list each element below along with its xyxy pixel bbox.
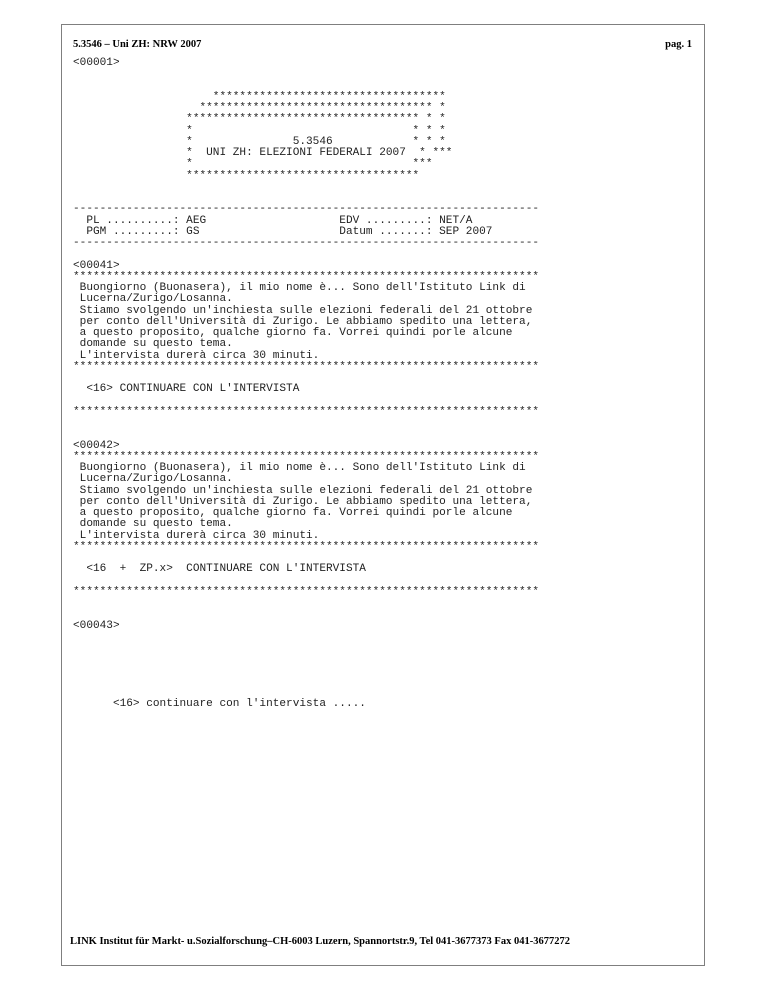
document-line — [73, 666, 539, 677]
document-line: <00043> — [73, 619, 120, 632]
document-line: * 5.3546 * * * — [73, 135, 446, 148]
document-line — [73, 598, 539, 609]
document-line: ********************************************************************** — [73, 585, 540, 598]
document-line: Stiamo svolgendo un'inchiesta sulle elezioni federali del 21 ottobre — [73, 304, 533, 317]
document-line: PGM .........: GS Datum .......: SEP 2007 — [73, 225, 493, 238]
document-line — [73, 677, 539, 688]
document-line: <00041> — [73, 259, 120, 272]
document-line: L'intervista durerà circa 30 minuti. — [73, 349, 320, 362]
document-line: ---------------------------------------------------------------------- — [73, 237, 540, 249]
document-line: domande su questo tema. — [73, 338, 233, 351]
document-line: <16> continuare con l'intervista ..... — [73, 698, 366, 711]
document-line — [73, 632, 539, 643]
document-line: Lucerna/Zurigo/Losanna. — [73, 473, 233, 486]
document-line — [73, 654, 539, 665]
document-line: <16> CONTINUARE CON L'INTERVISTA — [73, 383, 300, 396]
document-line: <00001> — [73, 57, 120, 69]
document-line: *********************************** * — [73, 102, 446, 114]
document-line: * * * * — [73, 124, 446, 137]
document-line: ********************************************************************** — [73, 270, 540, 283]
document-line — [73, 643, 539, 654]
document-body — [73, 58, 539, 711]
document-line: PL ..........: AEG EDV .........: NET/A — [73, 214, 473, 227]
document-line: ********************************************************************** — [73, 540, 540, 553]
document-line: L'intervista durerà circa 30 minuti. — [73, 529, 320, 542]
document-line — [73, 249, 539, 260]
document-line: * UNI ZH: ELEZIONI FEDERALI 2007 * *** — [73, 147, 453, 159]
document-page — [61, 24, 705, 966]
document-line: per conto dell'Università di Zurigo. Le abbiamo spedito una lettera, — [73, 315, 533, 328]
document-line — [73, 609, 539, 620]
document-line — [73, 418, 539, 429]
document-line: *********************************** — [73, 169, 420, 182]
document-line: ********************************************************************** — [73, 450, 540, 463]
document-line: ********************************************************************** — [73, 360, 540, 373]
document-line — [73, 429, 539, 440]
document-line: a questo proposito, qualche giorno fa. Vorrei quindi porle alcune — [73, 507, 513, 519]
document-line: Buongiorno (Buonasera), il mio nome è... Sono dell'Istituto Link di — [73, 282, 526, 294]
document-line: Lucerna/Zurigo/Losanna. — [73, 293, 233, 306]
document-line: domande su questo tema. — [73, 518, 233, 531]
document-line: a questo proposito, qualche giorno fa. Vorrei quindi porle alcune — [73, 327, 513, 339]
document-line: Stiamo svolgendo un'inchiesta sulle elezioni federali del 21 ottobre — [73, 484, 533, 497]
document-line: ********************************************************************** — [73, 405, 540, 418]
document-line: <16 + ZP.x> CONTINUARE CON L'INTERVISTA — [73, 563, 366, 576]
document-line: ---------------------------------------------------------------------- — [73, 203, 540, 216]
page-number: pag. 1 — [665, 39, 692, 50]
document-line: Buongiorno (Buonasera), il mio nome è... Sono dell'Istituto Link di — [73, 462, 526, 474]
document-line: *********************************** * * — [73, 113, 446, 126]
document-line: per conto dell'Università di Zurigo. Le abbiamo spedito una lettera, — [73, 495, 533, 508]
footer-text: LINK Institut für Markt- u.Sozialforschung–CH-6003 Luzern, Spannortstr.9, Tel 041-3677373 Fax 041-3677272 — [70, 936, 570, 947]
document-line — [73, 69, 539, 80]
document-line: * *** — [73, 158, 433, 171]
header-title: 5.3546 – Uni ZH: NRW 2007 — [73, 39, 202, 50]
document-line: <00042> — [73, 439, 120, 452]
document-line: *********************************** — [73, 90, 446, 103]
document-line — [73, 182, 539, 193]
